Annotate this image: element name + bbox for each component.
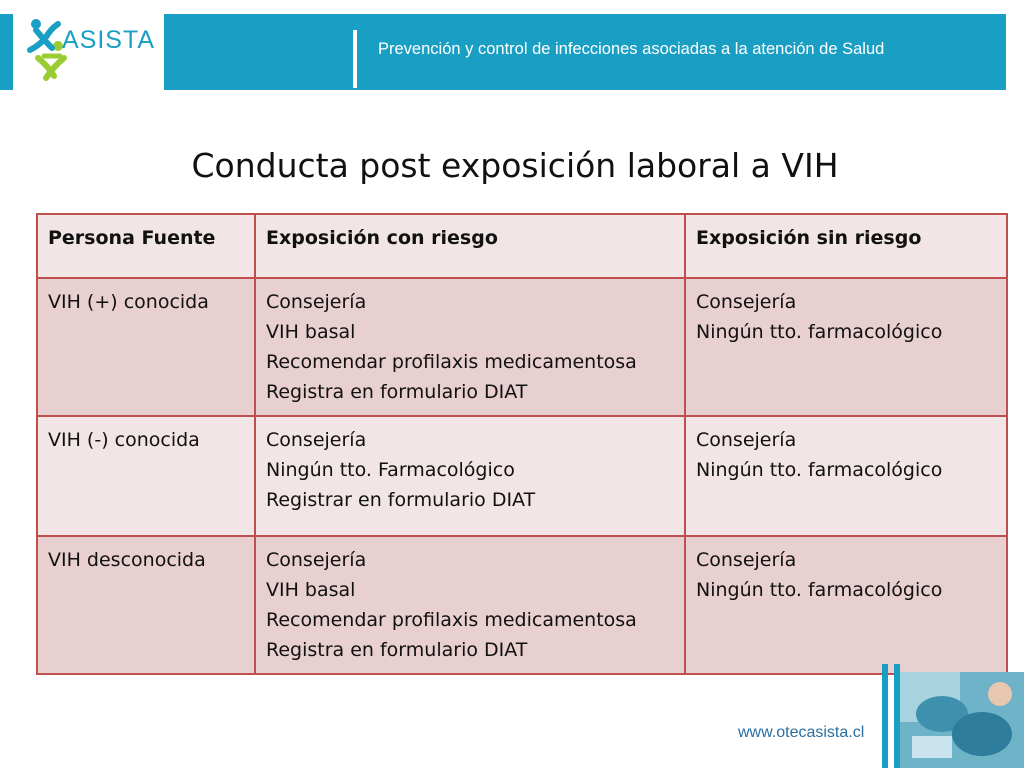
table-row [37, 278, 1007, 416]
column-header-with-risk: Exposición con riesgo [255, 214, 685, 278]
column-header-without-risk: Exposición sin riesgo [685, 214, 1007, 278]
column-header-source: Persona Fuente [37, 214, 255, 278]
without-risk-cell: Consejería Ningún tto. farmacológico [685, 278, 1007, 416]
with-risk-cell: Consejería VIH basal Recomendar profilaxis medicamentosa Registra en formulario DIAT [255, 536, 685, 674]
exposure-table [36, 213, 1008, 675]
header-subtitle: Prevención y control de infecciones asociadas a la atención de Salud [378, 40, 885, 58]
left-accent-strip [0, 14, 13, 90]
website-link[interactable]: www.otecasista.cl [738, 724, 865, 741]
page-title: Conducta post exposición laboral a VIH [191, 146, 839, 185]
source-cell: VIH desconocida [37, 536, 255, 674]
without-risk-cell: Consejería Ningún tto. farmacológico [685, 416, 1007, 536]
logo-text: ASISTA [62, 26, 156, 54]
with-risk-cell: Consejería Ningún tto. Farmacológico Registrar en formulario DIAT [255, 416, 685, 536]
medical-photo [882, 664, 1024, 768]
source-cell: VIH (+) conocida [37, 278, 255, 416]
table-header-row [37, 214, 1007, 278]
source-cell: VIH (-) conocida [37, 416, 255, 536]
without-risk-cell: Consejería Ningún tto. farmacológico [685, 536, 1007, 674]
table-row [37, 416, 1007, 536]
table-row [37, 536, 1007, 674]
header-divider [353, 30, 357, 88]
with-risk-cell: Consejería VIH basal Recomendar profilaxis medicamentosa Registra en formulario DIAT [255, 278, 685, 416]
